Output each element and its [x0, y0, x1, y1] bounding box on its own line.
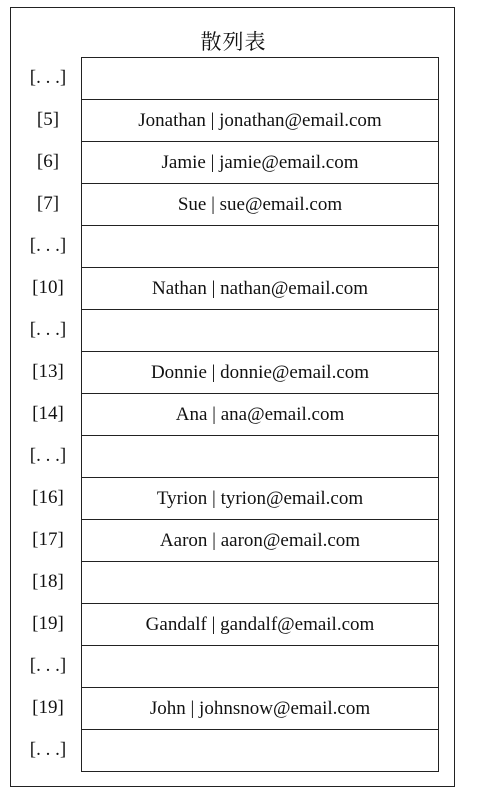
- table-row: [11, 57, 456, 99]
- row-entry: [81, 225, 439, 268]
- row-entry: Nathan | nathan@email.com: [81, 267, 439, 310]
- table-row: [11, 645, 456, 687]
- row-entry: Gandalf | gandalf@email.com: [81, 603, 439, 646]
- row-entry: Jamie | jamie@email.com: [81, 141, 439, 184]
- row-entry: Sue | sue@email.com: [81, 183, 439, 226]
- table-row: [11, 393, 456, 435]
- row-entry: [81, 729, 439, 772]
- row-index: [. . .]: [29, 739, 67, 760]
- row-index: [13]: [32, 361, 64, 382]
- row-index: [. . .]: [29, 67, 67, 88]
- table-row: [11, 603, 456, 645]
- row-index: [19]: [32, 613, 64, 634]
- row-index: [. . .]: [29, 655, 67, 676]
- table-row: [11, 477, 456, 519]
- table-row: [11, 729, 456, 771]
- row-entry: [81, 57, 439, 100]
- row-entry: [81, 561, 439, 604]
- table-row: [11, 519, 456, 561]
- row-entry: Tyrion | tyrion@email.com: [81, 477, 439, 520]
- row-index: [5]: [36, 109, 60, 130]
- row-entry: Aaron | aaron@email.com: [81, 519, 439, 562]
- row-index: [. . .]: [29, 235, 67, 256]
- table-row: [11, 687, 456, 729]
- row-entry: [81, 645, 439, 688]
- table-row: [11, 99, 456, 141]
- table-row: [11, 225, 456, 267]
- row-index: [10]: [32, 277, 64, 298]
- row-index: [. . .]: [29, 319, 67, 340]
- hash-table-rows: [11, 57, 456, 771]
- table-row: [11, 309, 456, 351]
- row-index: [16]: [32, 487, 64, 508]
- row-index: [14]: [32, 403, 64, 424]
- row-entry: [81, 435, 439, 478]
- table-row: [11, 183, 456, 225]
- table-row: [11, 561, 456, 603]
- row-entry: Jonathan | jonathan@email.com: [81, 99, 439, 142]
- row-entry: Ana | ana@email.com: [81, 393, 439, 436]
- hash-table-frame: [10, 7, 455, 787]
- row-index: [. . .]: [29, 445, 67, 466]
- row-entry: Donnie | donnie@email.com: [81, 351, 439, 394]
- hash-table-title: 散列表: [200, 30, 267, 54]
- row-entry: John | johnsnow@email.com: [81, 687, 439, 730]
- row-index: [19]: [32, 697, 64, 718]
- table-row: [11, 267, 456, 309]
- table-row: [11, 435, 456, 477]
- row-index: [18]: [32, 571, 64, 592]
- table-row: [11, 141, 456, 183]
- table-row: [11, 351, 456, 393]
- row-entry: [81, 309, 439, 352]
- row-index: [6]: [36, 151, 60, 172]
- row-index: [7]: [36, 193, 60, 214]
- row-index: [17]: [32, 529, 64, 550]
